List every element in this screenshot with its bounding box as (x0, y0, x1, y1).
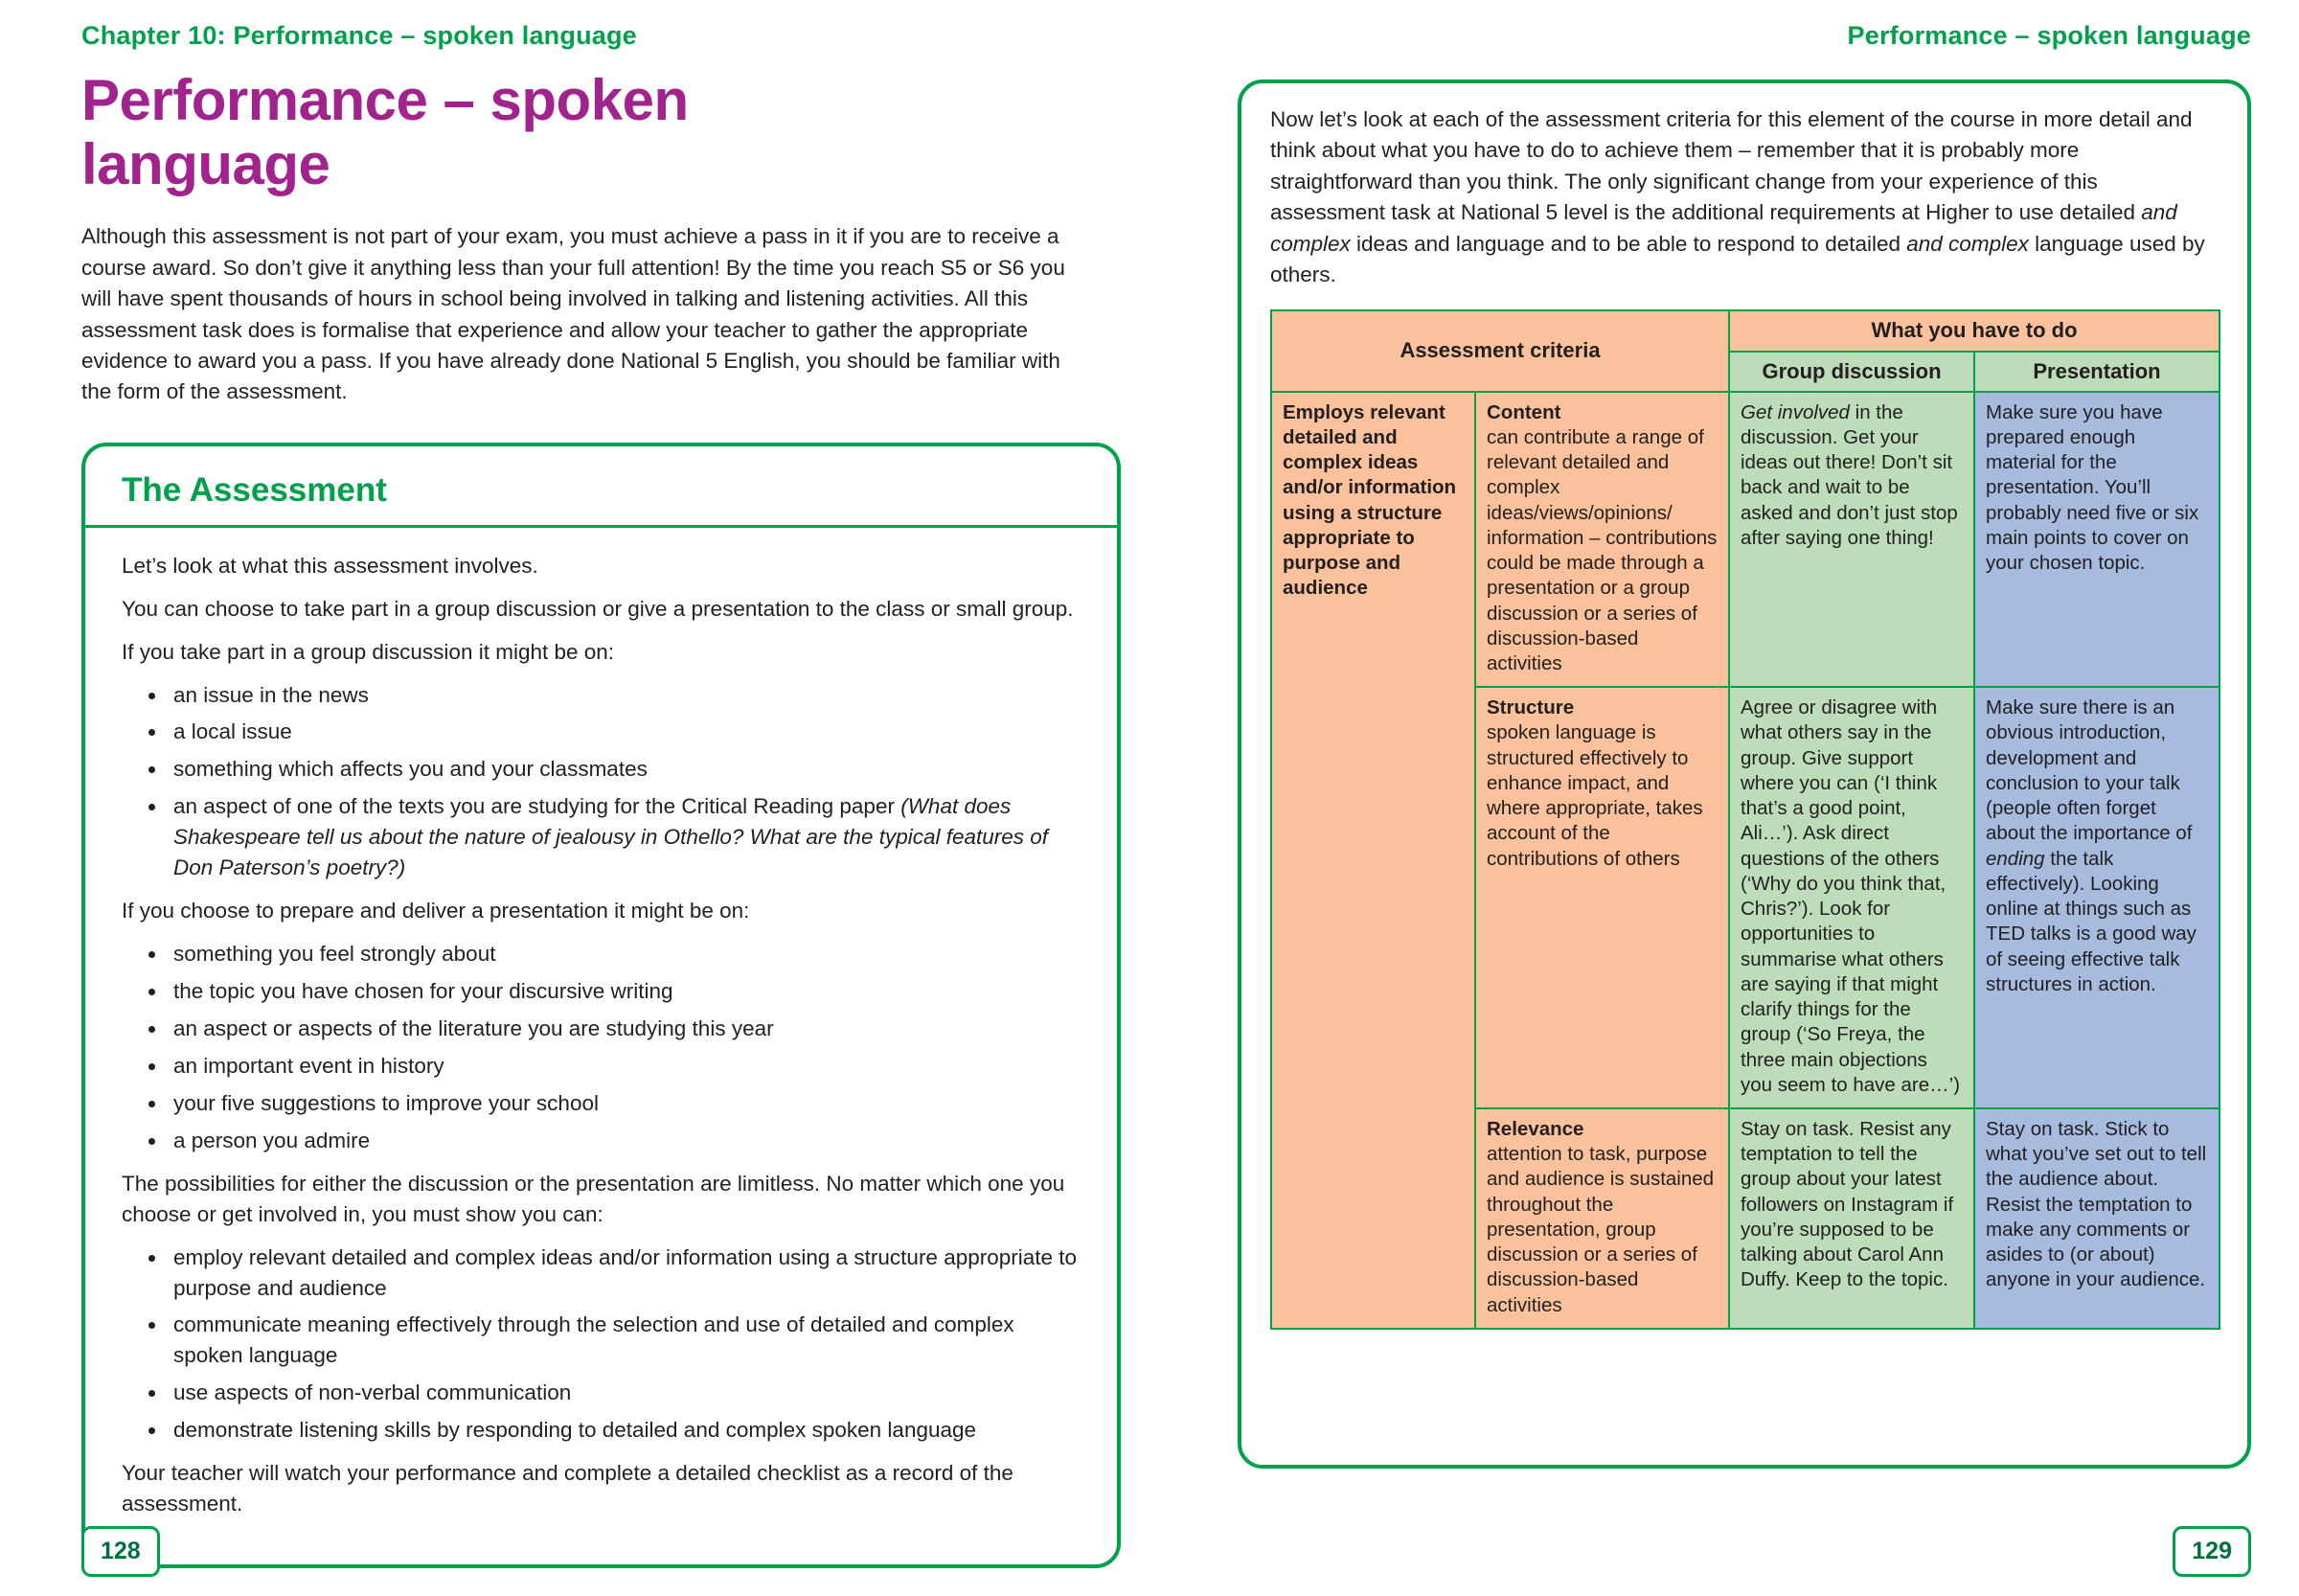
list-item: • something which affects you and your classmates (168, 754, 1081, 785)
box-title-divider (85, 525, 1117, 528)
box-paragraph: If you choose to prepare and deliver a presentation it might be on: (122, 899, 750, 923)
intro-text: ideas and language and to be able to respond to detailed (1350, 231, 1907, 256)
header-cell-what-you-have-to-do: What you have to do (1729, 310, 2219, 351)
cell-content-group (1729, 392, 1974, 688)
intro-italic-text: and complex (1270, 200, 2177, 256)
list-item-text: an aspect of one of the texts you are studying for the Critical Reading paper (173, 794, 901, 819)
cell-label: Relevance (1487, 1117, 1584, 1140)
cell-text: in the discussion. Get your ideas out there! Don’t sit back and wait to be asked and don’t just stop after saying one thing! (1741, 400, 1958, 549)
cell-structure-group: Agree or disagree with what others say in the group. Give support where you can (‘I think that’s a good point, Ali…’). Ask direct questions of the others (‘Why do you think that, Chris?’). Look for opportunities to summarise what others are saying if that might clarify things for the group (‘So Freya, the three main objections you seem to have are…’) (1729, 687, 1974, 1108)
cell-structure-description (1475, 687, 1729, 1108)
intro-text: language used by others. (1270, 231, 2205, 286)
criteria-content-box (1238, 80, 2251, 1469)
list-item: • employ relevant detailed and complex ideas and/or information using a structure appropriate to purpose and audience (168, 1243, 1081, 1304)
box-paragraph: If you take part in a group discussion it might be on: (122, 639, 615, 664)
list-item: • the topic you have chosen for your discursive writing (168, 976, 1081, 1007)
list-item: • communicate meaning effectively through the selection and use of detailed and complex spoken language (168, 1310, 1081, 1371)
presentation-topics-list (122, 939, 1081, 1156)
cell-content-description (1475, 392, 1729, 688)
cell-text: Make sure there is an obvious introduction, development and conclusion to your talk (people often forget about the importance of (1986, 696, 2193, 845)
list-item: • use aspects of non-verbal communication (168, 1378, 1081, 1408)
assessment-box (81, 443, 1121, 1568)
assessment-box-title: The Assessment (122, 470, 387, 509)
right-page (1238, 21, 2251, 1469)
left-page (81, 21, 1121, 1568)
list-item: • an important event in history (168, 1051, 1081, 1082)
list-item: • an aspect or aspects of the literature you are studying this year (168, 1014, 1081, 1044)
box-paragraph: The possibilities for either the discussion or the presentation are limitless. No matter which one you choose or get involved in, you must show you can: (122, 1171, 1065, 1226)
box-paragraph: You can choose to take part in a group discussion or give a presentation to the class or small group. (122, 596, 1074, 621)
list-item: • a person you admire (168, 1126, 1081, 1156)
cell-relevance-group: Stay on task. Resist any temptation to tell the group about your latest followers on Instagram if you’re supposed to be talking about Carol Ann Duffy. Keep to the topic. (1729, 1108, 1974, 1329)
chapter-running-head: Chapter 10: Performance – spoken language (81, 21, 637, 50)
header-cell-group-discussion: Group discussion (1729, 352, 1974, 392)
discussion-topics-list (122, 680, 1081, 884)
list-item-italic-text: (What does Shakespeare tell us about the nature of jealousy in Othello? What are the typical features of Don Paterson’s poetry?) (173, 794, 1049, 880)
criteria-intro-paragraph (1270, 104, 2219, 290)
cell-text: attention to task, purpose and audience is sustained throughout the presentation, group discussion or a series of discussion-based activities (1487, 1143, 1715, 1316)
table-header-row-1 (1271, 310, 2219, 351)
intro-paragraph: Although this assessment is not part of your exam, you must achieve a pass in it if you are to receive a course award. So don’t give it anything less than your full attention! By the time you reach S5 or S6 you will have spent thousands of hours in school being involved in talking and listening activities. All this assessment task does is formalise that experience and allow your teacher to gather the appropriate evidence to award you a pass. If you have already done National 5 English, you should be familiar with the form of the assessment. (81, 224, 1065, 404)
page-title: Performance – spoken language (81, 68, 689, 197)
list-item (168, 791, 1081, 883)
requirements-list (122, 1243, 1081, 1447)
intro-italic-text: and complex (1906, 231, 2029, 256)
cell-text: can contribute a range of relevant detailed and complex ideas/views/opinions/ information – contributions could be made through a presentation or a group discussion or a series of discussion-based activities (1487, 425, 1718, 674)
assessment-criteria-table (1270, 309, 2220, 1330)
cell-structure-presentation (1974, 687, 2219, 1108)
header-cell-assessment-criteria: Assessment criteria (1271, 310, 1729, 391)
list-item: • a local issue (168, 717, 1081, 747)
cell-relevance-presentation: Stay on task. Stick to what you’ve set out to tell the audience about. Resist the temptation to make any comments or asides to (or about) anyone in your audience. (1974, 1108, 2219, 1329)
list-item: • something you feel strongly about (168, 939, 1081, 969)
table-row-content (1271, 392, 2219, 688)
cell-italic-text: ending (1986, 847, 2045, 870)
cell-content-presentation: Make sure you have prepared enough material for the presentation. You’ll probably need five or six main points to cover on your chosen topic. (1974, 392, 2219, 688)
cell-label: Content (1487, 400, 1561, 423)
page-number-left: 128 (81, 1526, 160, 1577)
intro-text: Now let’s look at each of the assessment criteria for this element of the course in more detail and think about what you have to do to achieve them – remember that it is probably more straightforward than you think. The only significant change from your experience of this assessment task at National 5 level is the additional requirements at Higher to use detailed (1270, 107, 2193, 225)
cell-text: the talk effectively). Looking online at things such as TED talks is a good way of seeing effective talk structures in action. (1986, 847, 2197, 995)
box-paragraph: Let’s look at what this assessment involves. (122, 553, 538, 578)
box-paragraph: Your teacher will watch your performance and complete a detailed checklist as a record of the assessment. (122, 1461, 1013, 1516)
cell-italic-text: Get involved (1741, 400, 1850, 423)
cell-label: Structure (1487, 696, 1575, 719)
list-item: • your five suggestions to improve your school (168, 1088, 1081, 1119)
list-item: • demonstrate listening skills by responding to detailed and complex spoken language (168, 1415, 1081, 1446)
list-item: • an issue in the news (168, 680, 1081, 711)
page-running-head: Performance – spoken language (1847, 21, 2251, 50)
cell-relevance-description (1475, 1108, 1729, 1329)
header-cell-presentation: Presentation (1974, 352, 2219, 392)
cell-text: spoken language is structured effectively to enhance impact, and where appropriate, takes account of the contributions of others (1487, 721, 1703, 870)
criteria-cell: Employs relevant detailed and complex ideas and/or information using a structure appropriate to purpose and audience (1271, 392, 1475, 1329)
page-number-right: 129 (2173, 1526, 2251, 1577)
